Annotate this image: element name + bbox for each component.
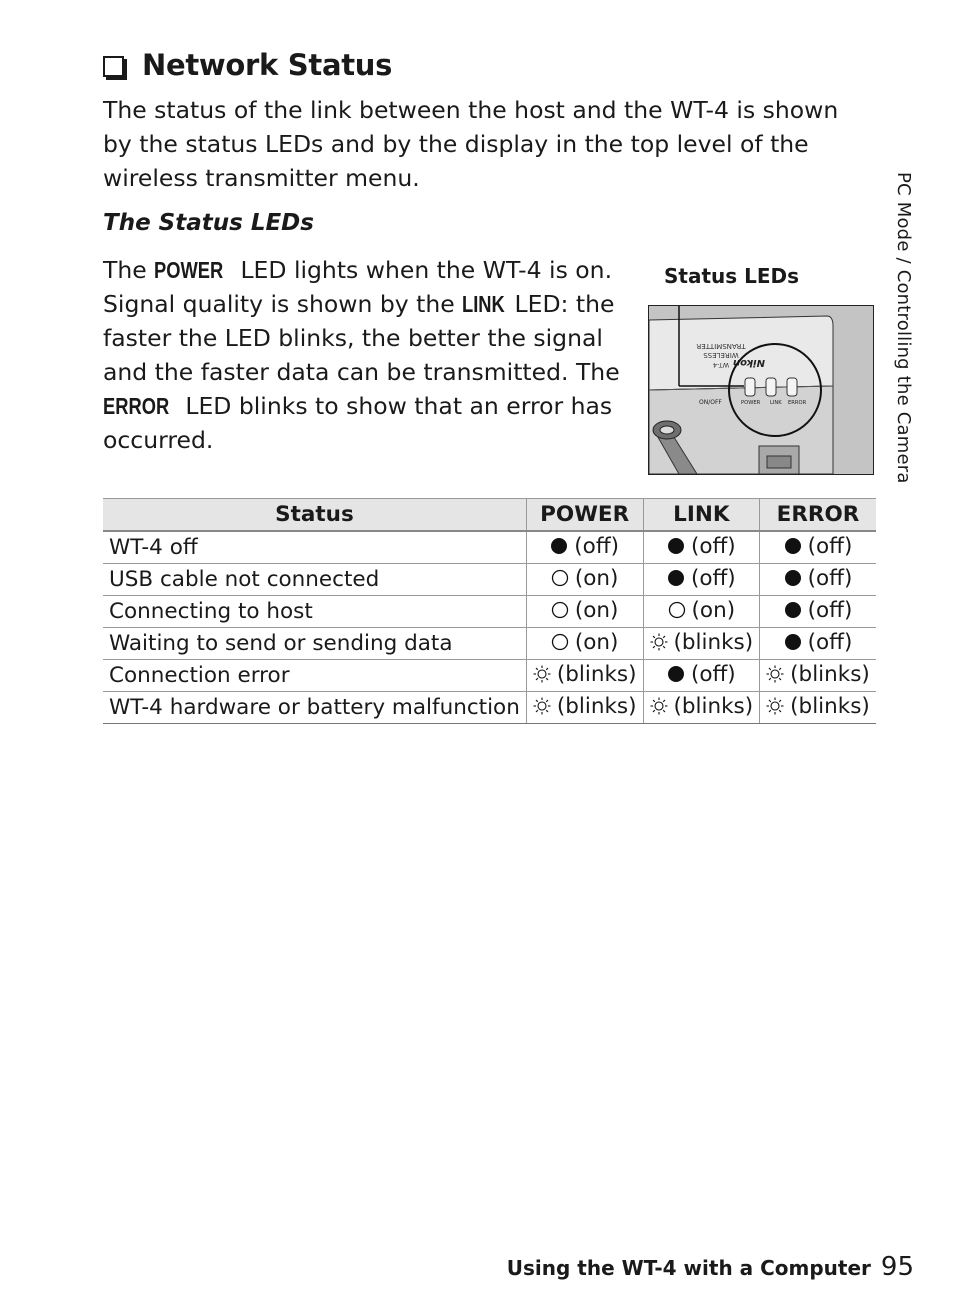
status-cell: Waiting to send or sending data — [103, 628, 526, 660]
led-state-text: (off) — [807, 533, 853, 559]
led-state-text: (off) — [690, 533, 736, 559]
led-off-icon — [784, 537, 802, 555]
header-status: Status — [103, 499, 526, 532]
led-off-icon — [667, 665, 685, 683]
led-state-text: (off) — [807, 597, 853, 623]
led-indicator — [667, 566, 736, 591]
led-indicator — [784, 566, 853, 591]
subheading: The Status LEDs — [103, 210, 314, 236]
status-cell: WT-4 off — [103, 531, 526, 564]
led-blinks-icon — [650, 633, 668, 651]
led-blinks-icon — [766, 665, 784, 683]
led-indicator — [533, 694, 637, 719]
error-state-cell — [760, 692, 876, 724]
led-state-text: (off) — [690, 565, 736, 591]
led-state-text: (blinks) — [556, 661, 637, 687]
table-row — [103, 692, 876, 724]
error-state-cell — [760, 531, 876, 564]
led-description — [103, 253, 623, 457]
led-indicator — [551, 630, 619, 655]
led-indicator — [533, 662, 637, 687]
status-cell: Connecting to host — [103, 596, 526, 628]
power-keyword: POWER — [154, 257, 224, 283]
link-keyword: LINK — [462, 291, 505, 317]
led-state-text: (blinks) — [673, 693, 754, 719]
table-row — [103, 596, 876, 628]
power-state-cell — [526, 628, 643, 660]
section-heading — [103, 48, 392, 82]
link-state-cell — [643, 564, 760, 596]
led-off-icon — [667, 537, 685, 555]
checkbox-bullet-icon — [103, 56, 124, 77]
led-off-icon — [784, 569, 802, 587]
led-indicator — [650, 630, 754, 655]
led-on-icon — [551, 601, 569, 619]
intro-paragraph: The status of the link between the host and the WT-4 is shown by the status LEDs and by the display in the top level of the wireless transmitter menu. — [103, 96, 839, 192]
led-blinks-icon — [650, 697, 668, 715]
error-led-label: ERROR — [788, 400, 807, 406]
led-indicator — [784, 534, 853, 559]
text-run: The — [103, 256, 155, 284]
led-off-icon — [784, 601, 802, 619]
led-on-icon — [551, 569, 569, 587]
error-state-cell — [760, 660, 876, 692]
status-cell: Connection error — [103, 660, 526, 692]
led-state-text: (blinks) — [673, 629, 754, 655]
status-cell: WT-4 hardware or battery malfunction — [103, 692, 526, 724]
led-indicator — [551, 566, 619, 591]
nikon-logo-text: Nikon — [732, 357, 766, 368]
led-indicator — [784, 598, 853, 623]
led-off-icon — [550, 537, 568, 555]
link-state-cell — [643, 596, 760, 628]
led-state-text: (on) — [574, 597, 619, 623]
error-state-cell — [760, 564, 876, 596]
header-error: ERROR — [760, 499, 876, 532]
header-link: LINK — [643, 499, 760, 532]
table-row — [103, 628, 876, 660]
page-number: 95 — [880, 1252, 914, 1282]
device-label-line2: TRANSMITTER — [696, 342, 746, 350]
led-indicator — [784, 630, 853, 655]
led-indicator — [550, 534, 619, 559]
led-state-text: (blinks) — [790, 693, 870, 719]
page-footer — [507, 1252, 914, 1282]
led-indicator — [551, 598, 619, 623]
power-state-cell — [526, 692, 643, 724]
led-indicator — [766, 694, 870, 719]
status-cell: USB cable not connected — [103, 564, 526, 596]
led-blinks-icon — [533, 665, 551, 683]
text-run: LED: the faster the LED blinks, the better the signal and the faster data can be transmitted. The — [103, 290, 620, 386]
led-state-text: (on) — [691, 597, 736, 623]
link-state-cell — [643, 531, 760, 564]
link-state-cell — [643, 628, 760, 660]
error-keyword: ERROR — [103, 393, 170, 419]
table-body — [103, 531, 876, 724]
led-state-text: (blinks) — [790, 661, 870, 687]
error-state-cell — [760, 596, 876, 628]
chapter-side-tab: PC Mode / Controlling the Camera — [893, 172, 914, 484]
power-led-label: POWER — [741, 400, 761, 406]
figure-label: Status LEDs — [664, 264, 800, 288]
power-state-cell — [526, 531, 643, 564]
led-indicator — [667, 534, 736, 559]
section-title: Network Status — [142, 48, 393, 82]
device-label-line1: WIRELESS — [703, 351, 739, 359]
table-row — [103, 660, 876, 692]
led-state-text: (off) — [574, 533, 620, 559]
led-state-text: (off) — [807, 629, 853, 655]
onoff-label: ON/OFF — [699, 399, 722, 406]
device-model-text: WT-4 — [712, 361, 730, 369]
led-status-table — [103, 498, 876, 724]
table-header-row — [103, 499, 876, 532]
led-indicator — [766, 662, 870, 687]
led-state-text: (off) — [690, 661, 736, 687]
link-state-cell — [643, 660, 760, 692]
led-blinks-icon — [766, 697, 784, 715]
led-state-text: (blinks) — [556, 693, 637, 719]
text-run: LED blinks to show that an error has occurred. — [103, 392, 613, 454]
table-row — [103, 564, 876, 596]
led-state-text: (on) — [574, 565, 619, 591]
led-indicator — [668, 598, 736, 623]
led-on-icon — [668, 601, 686, 619]
error-state-cell — [760, 628, 876, 660]
power-state-cell — [526, 660, 643, 692]
link-state-cell — [643, 692, 760, 724]
device-photo — [648, 305, 874, 475]
footer-chapter-title: Using the WT-4 with a Computer — [506, 1256, 871, 1280]
wt4-device-illustration — [649, 306, 873, 474]
power-state-cell — [526, 596, 643, 628]
header-power: POWER — [526, 499, 643, 532]
led-state-text: (on) — [574, 629, 619, 655]
led-indicator — [650, 694, 754, 719]
led-off-icon — [667, 569, 685, 587]
power-state-cell — [526, 564, 643, 596]
led-on-icon — [551, 633, 569, 651]
led-indicator — [667, 662, 736, 687]
led-state-text: (off) — [807, 565, 853, 591]
led-blinks-icon — [533, 697, 551, 715]
table-row — [103, 531, 876, 564]
link-led-label: LINK — [770, 400, 782, 406]
led-off-icon — [784, 633, 802, 651]
text-run: LED lights when the WT-4 is on. Signal quality is shown by the — [103, 256, 613, 318]
